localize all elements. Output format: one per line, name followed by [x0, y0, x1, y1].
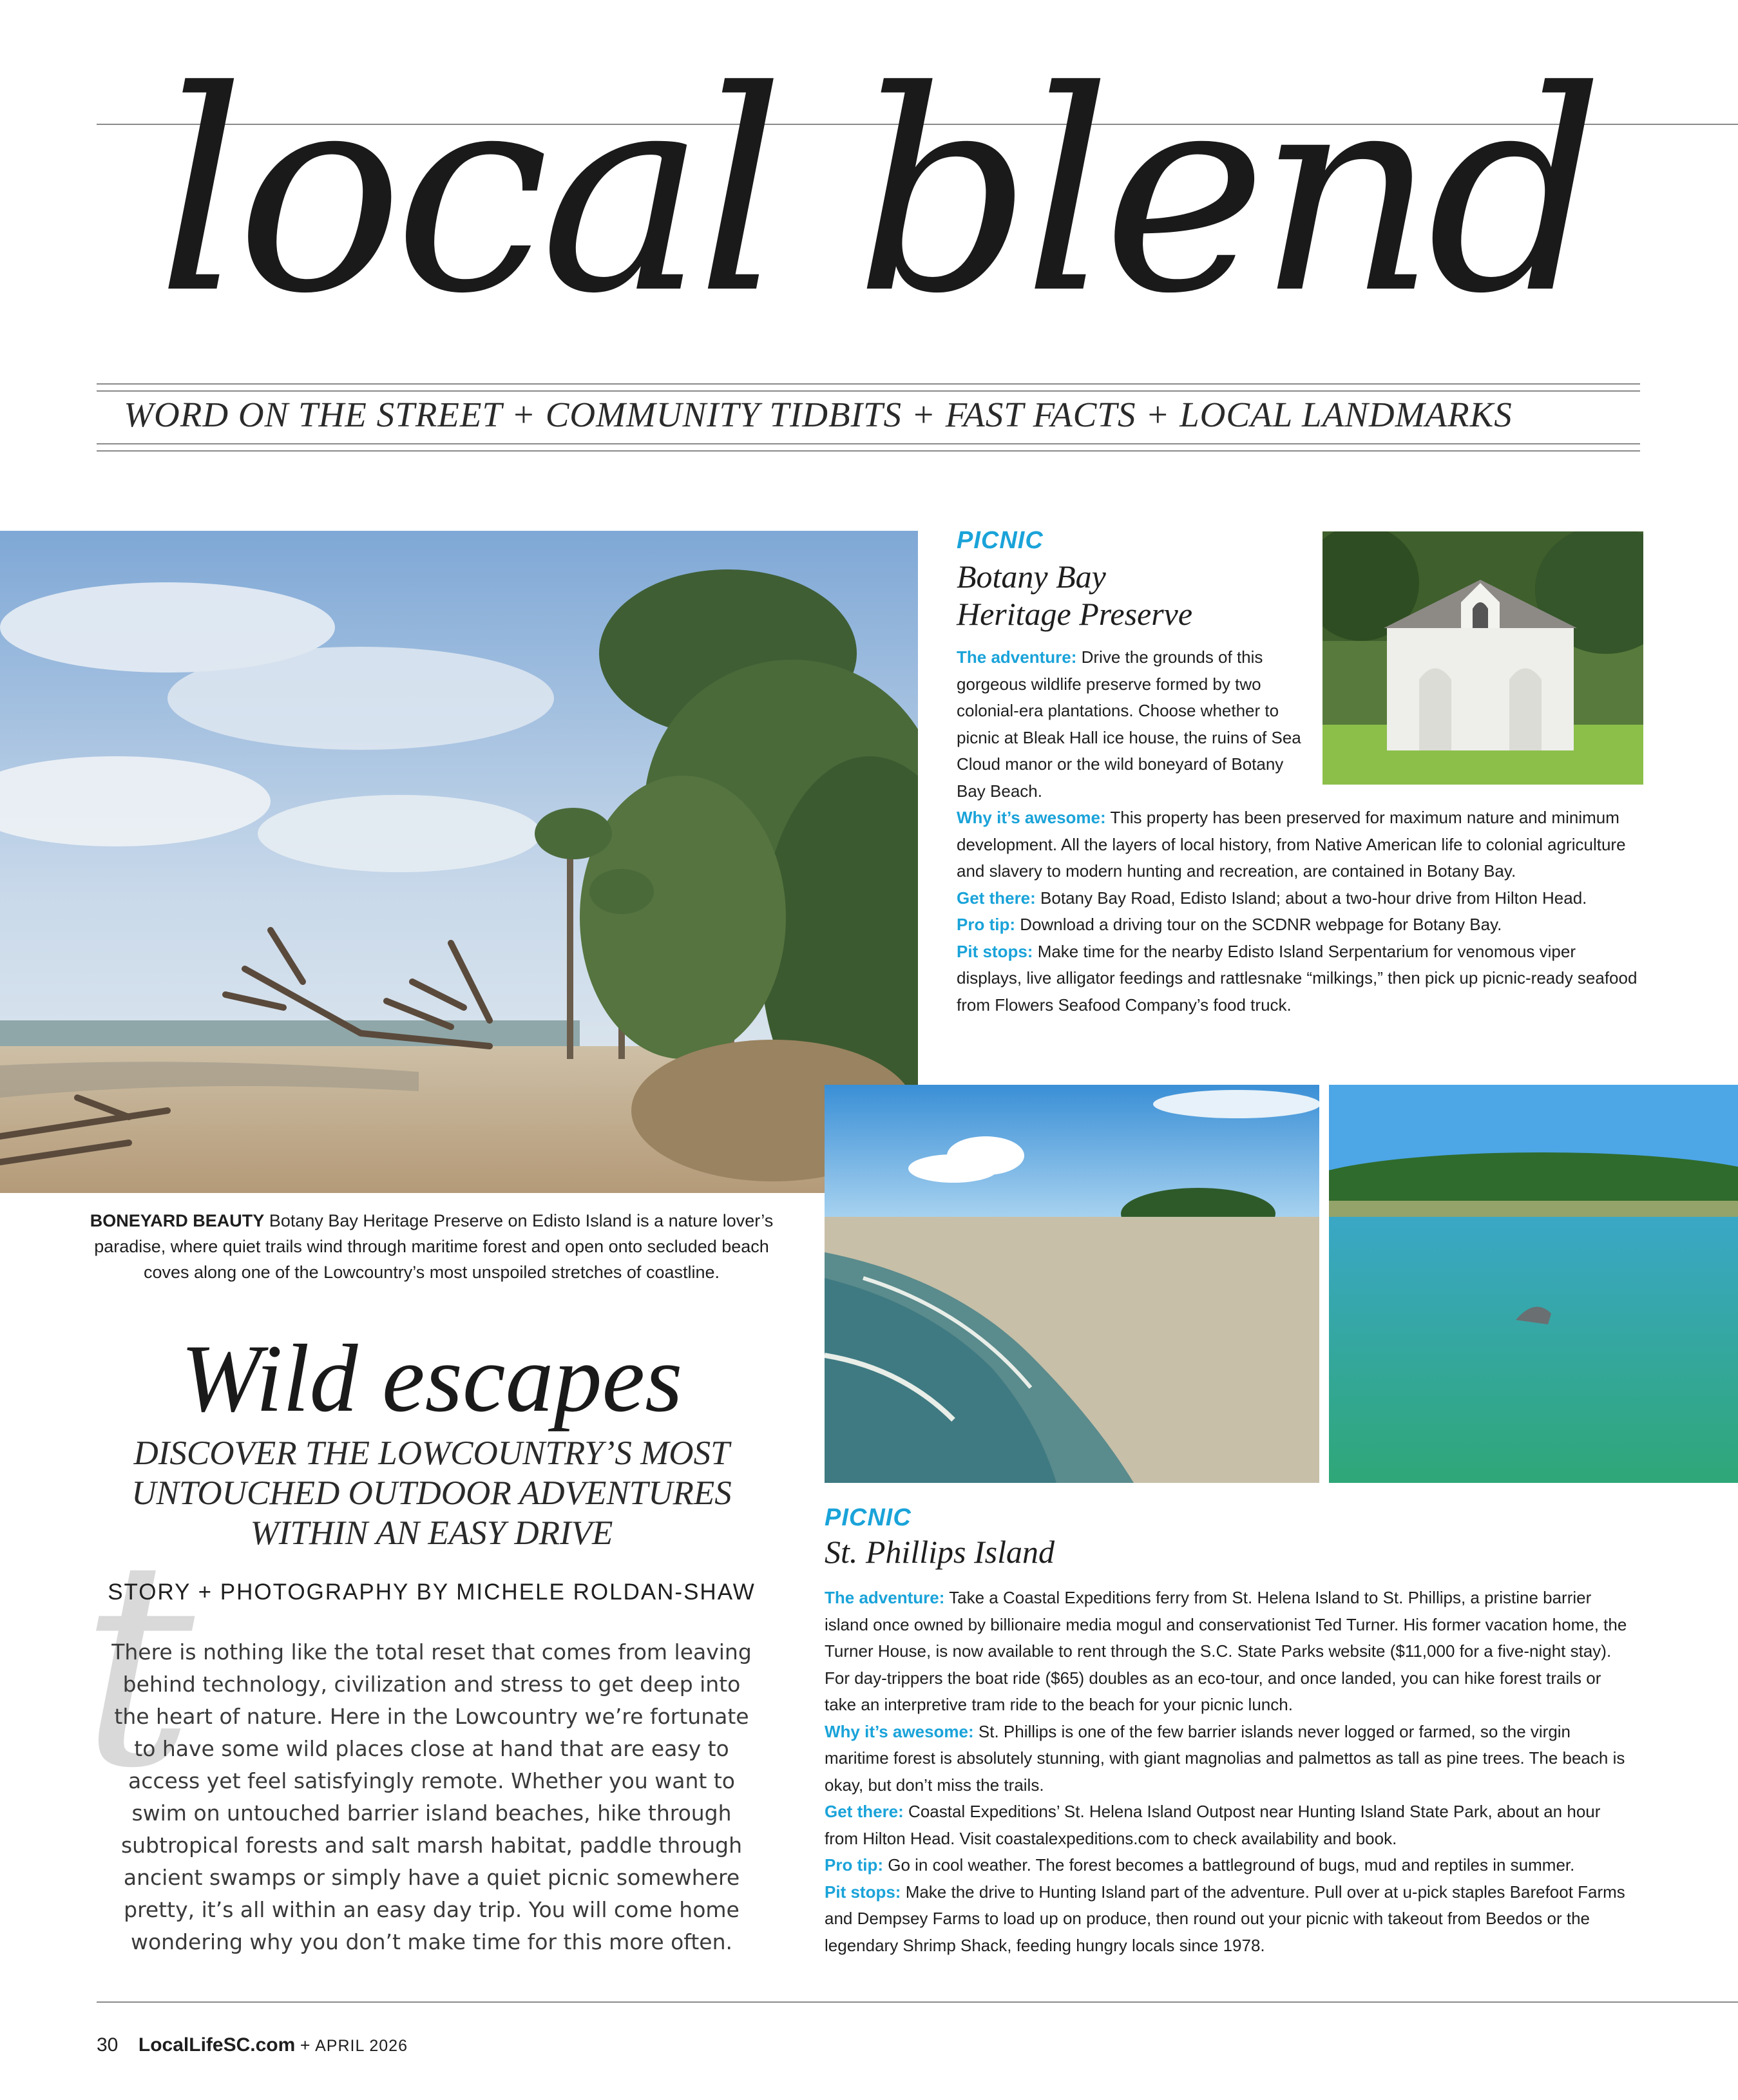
- site-link[interactable]: LocalLifeSC.com: [138, 2034, 296, 2056]
- st-phillips-beach-photo: [825, 1085, 1319, 1483]
- botany-bay-name-line1: Botany Bay: [957, 558, 1106, 595]
- why-text: St. Phillips is one of the few barrier islands never logged or farmed, so the virgin maritime forest is absolutely stunning, with giant magnolias and palmettos as tall as pine trees. The beach is okay, but don’t miss the trails.: [825, 1721, 1625, 1795]
- pro-tip-text: Go in cool weather. The forest becomes a battleground of bugs, mud and reptiles in summer.: [888, 1855, 1575, 1875]
- st-phillips-name: St. Phillips Island: [825, 1534, 1055, 1570]
- adventure-label: The adventure:: [957, 647, 1077, 667]
- botany-bay-pit-stops: [957, 939, 1639, 1019]
- feature-intro-paragraph: There is nothing like the total reset that comes from leaving behind technology, civilization and stress to get deep into the heart of nature. Here in the Lowcountry we’re fortunate to have some wild places close at hand that are easy to access yet feel satisfyingly remote. Whether you want to swim on untouched barrier island beaches, hike through subtropical forests and salt marsh habitat, paddle through ancient swamps or simply have a quiet picnic somewhere pretty, it’s all within an easy day trip. You will come home wondering why you don’t make time for this more often.: [111, 1639, 752, 1954]
- pro-tip-label: Pro tip:: [957, 915, 1015, 934]
- hero-photo-boneyard-beach: [0, 531, 918, 1193]
- why-label: Why it’s awesome:: [825, 1721, 974, 1741]
- adventure-text: Drive the grounds of this gorgeous wildlife preserve formed by two colonial-era plantations. Choose whether to picnic at Bleak Hall ice house, the ruins of Sea Cloud manor or the wild boneyard of Botany Bay Beach.: [957, 647, 1301, 801]
- masthead-title: local blend: [157, 32, 1596, 354]
- st-phillips-adventure: [825, 1585, 1636, 1719]
- feature-deck: DISCOVER THE LOWCOUNTRY’S MOST UNTOUCHED OUTDOOR ADVENTURES WITHIN AN EASY DRIVE: [131, 1435, 732, 1552]
- tagline-top-rule: [97, 383, 1640, 385]
- botany-bay-adventure: [957, 644, 1304, 805]
- page-folio: [97, 2034, 408, 2056]
- footer-rule: [97, 2001, 1738, 2003]
- botany-bay-name-line2: Heritage Preserve: [957, 596, 1193, 632]
- page-number: 30: [97, 2034, 119, 2056]
- botany-bay-get-there: [957, 885, 1639, 912]
- pro-tip-text: Download a driving tour on the SCDNR webpage for Botany Bay.: [1020, 915, 1502, 934]
- botany-bay-details: [957, 805, 1639, 1018]
- pro-tip-label: Pro tip:: [825, 1855, 883, 1875]
- tagline-bottom-rule-2: [97, 450, 1640, 452]
- botany-bay-kicker: PICNIC: [957, 527, 1044, 554]
- st-phillips-get-there: [825, 1799, 1636, 1852]
- st-phillips-pit-stops: [825, 1879, 1636, 1960]
- botany-bay-why: [957, 805, 1639, 885]
- why-text: This property has been preserved for maximum nature and minimum development. All the layers of local history, from Native American life to colonial agriculture and slavery to modern hunting and recreation, are contained in Botany Bay.: [957, 808, 1626, 881]
- hero-photo-caption: [77, 1208, 786, 1285]
- tagline-top-rule-2: [97, 390, 1640, 392]
- caption-text: Botany Bay Heritage Preserve on Edisto Island is a nature lover’s paradise, where quiet trails wind through maritime forest and open onto secluded beach coves along one of the Lowcountry’s most unspoiled stretches of coastline.: [94, 1211, 774, 1282]
- feature-title: Wild escapes: [180, 1325, 683, 1432]
- adventure-label: The adventure:: [825, 1588, 945, 1607]
- pit-stops-label: Pit stops:: [825, 1882, 901, 1902]
- section-tagline: WORD ON THE STREET + COMMUNITY TIDBITS + FAST FACTS + LOCAL LANDMARKS: [124, 395, 1513, 434]
- get-there-label: Get there:: [825, 1802, 904, 1821]
- get-there-text: Botany Bay Road, Edisto Island; about a two-hour drive from Hilton Head.: [1040, 888, 1587, 908]
- feature-byline: STORY + PHOTOGRAPHY BY MICHELE ROLDAN-SHAW: [108, 1580, 756, 1605]
- st-phillips-pro-tip: [825, 1852, 1636, 1879]
- pit-stops-text: Make time for the nearby Edisto Island Serpentarium for venomous viper displays, live alligator feedings and rattlesnake “milkings,” then pick up picnic-ready seafood from Flowers Seafood Company’s food truck.: [957, 941, 1638, 1015]
- why-label: Why it’s awesome:: [957, 808, 1106, 827]
- pit-stops-text: Make the drive to Hunting Island part of the adventure. Pull over at u-pick staples Barefoot Farms and Dempsey Farms to load up on produce, then round out your picnic with takeout from Beedos or the legendary Shrimp Shack, feeding hungry locals since 1978.: [825, 1882, 1625, 1955]
- issue-date: APRIL 2026: [315, 2037, 408, 2055]
- st-phillips-kicker: PICNIC: [825, 1504, 912, 1531]
- pit-stops-label: Pit stops:: [957, 941, 1033, 961]
- caption-label: BONEYARD BEAUTY: [90, 1211, 265, 1230]
- folio-separator: +: [300, 2036, 310, 2055]
- get-there-label: Get there:: [957, 888, 1036, 908]
- st-phillips-details: [825, 1585, 1636, 1959]
- botany-bay-pro-tip: [957, 912, 1639, 939]
- dolphin-water-photo: [1329, 1085, 1738, 1483]
- get-there-text: Coastal Expeditions’ St. Helena Island Outpost near Hunting Island State Park, about an hour from Hilton Head. Visit coastalexpeditions.com to check availability and book.: [825, 1802, 1601, 1848]
- adventure-text: Take a Coastal Expeditions ferry from St. Helena Island to St. Phillips, a pristine barrier island once owned by billionaire media mogul and conservationist Ted Turner. His former vacation home, the Turner House, is now available to rent through the S.C. State Parks website ($11,000 for a five-night stay). For day-trippers the boat ride ($65) doubles as an eco-tour, and once landed, you can hike forest trails or take an interpretive tram ride to the beach for your picnic lunch.: [825, 1588, 1627, 1714]
- ice-house-photo: [1323, 531, 1643, 785]
- tagline-bottom-rule: [97, 443, 1640, 444]
- intro-dropcap: t: [81, 1500, 195, 1830]
- st-phillips-why: [825, 1719, 1636, 1799]
